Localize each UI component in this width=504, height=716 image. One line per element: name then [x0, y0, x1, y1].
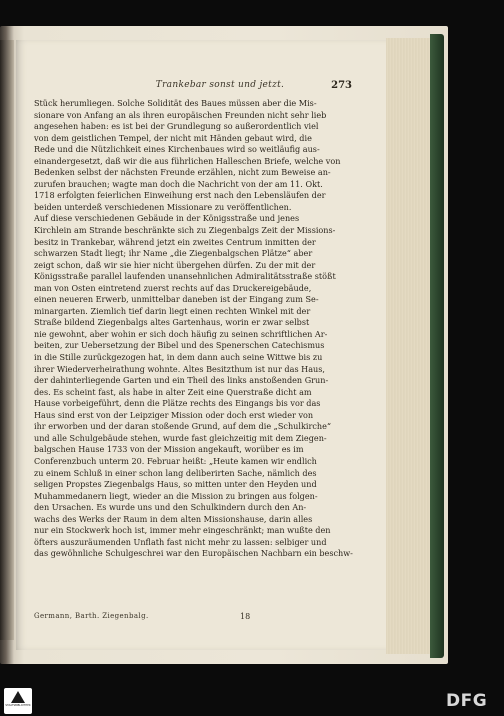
text-line: zu einem Schluß in einer schon lang deliberirten Sache, nämlich des: [34, 467, 317, 478]
text-line: Straße bildend Ziegenbalgs altes Gartenhaus, worin er zwar selbst: [34, 317, 310, 328]
text-line: beiten, zur Uebersetzung der Bibel und des Spenerschen Catechismus: [34, 340, 325, 351]
text-line: öfters auszuräumenden Unflath fast nicht mehr zu lassen: selbiger und: [34, 536, 327, 547]
bottom-bar: [0, 686, 504, 716]
text-line: nie gewohnt, aber wohin er sich doch häufig zu seinen schriftlichen Ar-: [34, 328, 328, 339]
text-line: angesehen haben: es ist bei der Grundlegung so außerordentlich viel: [34, 121, 319, 132]
text-line: von dem geistlichen Tempel, der nicht mit Händen gebaut wird, die: [34, 132, 312, 143]
text-line: seligen Propstes Ziegenbalgs Haus, so mitten unter den Heyden und: [34, 479, 317, 490]
text-line: wachs des Werks der Raum in dem alten Missionshause, darin alles: [34, 513, 313, 524]
text-line: in die Stille zurückgezogen hat, in dem dann auch seine Wittwe bis zu: [34, 352, 323, 363]
library-logo-text: STAATSBIBLIOTHEK: [5, 704, 31, 707]
text-line: sionare von Anfang an als ihren europäischen Freunden nicht sehr lieb: [34, 109, 327, 120]
text-line: zurufen brauchen; wagte man doch die Nachricht von der am 11. Okt.: [34, 178, 323, 189]
text-line: den Ursachen. Es wurde uns und den Schulkindern durch den An-: [34, 502, 307, 513]
text-line: Auf diese verschiedenen Gebäude in der Königsstraße und jenes: [34, 213, 300, 224]
text-line: das gewöhnliche Schulgeschrei war den Europäischen Nachbarn ein beschw-: [34, 548, 353, 559]
library-logo-icon: [11, 691, 25, 703]
library-logo: [4, 688, 32, 714]
text-line: Conferenzbuch unterm 20. Februar heißt: „Heute kamen wir endlich: [34, 455, 317, 466]
text-line: Hause vorbeigeführt, denn die Plätze rechts des Eingangs bis vor das: [34, 398, 321, 409]
text-line: schwarzen Stadt liegt; ihr Name „die Ziegenbalgschen Plätze“ aber: [34, 248, 313, 259]
text-line: balgschen Hause 1733 von der Mission angekauft, worüber es im: [34, 444, 304, 455]
page-number: 273: [331, 80, 352, 91]
text-line: nur ein Stockwerk hoch ist, immer mehr eingeschränkt; man wußte den: [34, 525, 331, 536]
text-line: einen neueren Erwerb, unmittelbar daneben ist der Eingang zum Se-: [34, 294, 319, 305]
text-line: ihr erworben und der daran stoßende Grund, auf dem die „Schulkirche“: [34, 421, 332, 432]
text-line: Haus sind erst von der Leipziger Mission oder doch erst wieder von: [34, 409, 314, 420]
book-cover: [430, 34, 444, 658]
page-stack: [386, 38, 432, 654]
text-line: beiden unterdeß verschiedenen Missionare zu veröffentlichen.: [34, 201, 292, 212]
text-line: Kirchlein am Strande beschränkte sich zu Ziegenbalgs Zeit der Missions-: [34, 225, 336, 236]
dfg-logo: DFG: [446, 691, 488, 711]
text-block: [34, 98, 356, 560]
text-line: einandergesetzt, daß wir die aus führlichen Halleschen Briefe, welche von: [34, 155, 341, 166]
text-line: Stück herumliegen. Solche Solidität des Baues müssen aber die Mis-: [34, 98, 317, 108]
signature-mark: 18: [240, 612, 251, 621]
footer-author: Germann, Barth. Ziegenbalg.: [34, 612, 149, 620]
text-line: Königsstraße parallel laufenden unansehnlichen Admiralitätsstraße stößt: [34, 271, 336, 282]
left-page-edge: [0, 40, 14, 640]
text-line: Bedenken selbst der nächsten Freunde erzählen, nicht zum Beweise an-: [34, 167, 331, 178]
text-line: Muhammedanern liegt, wieder an die Mission zu bringen aus folgen-: [34, 490, 318, 501]
text-line: man von Osten eintretend zuerst rechts auf das Druckereigebäude,: [34, 282, 312, 293]
text-line: und alle Schulgebäude stehen, wurde fast gleichzeitig mit dem Ziegen-: [34, 432, 327, 443]
running-head: Trankebar sonst und jetzt.: [155, 80, 285, 90]
text-line: zeigt schon, daß wir sie hier nicht übergehen dürfen. Zu der mit der: [34, 259, 316, 270]
text-line: besitz in Trankebar, während jetzt ein zweites Centrum inmitten der: [34, 236, 316, 247]
text-line: der dahinterliegende Garten und ein Theil des links anstoßenden Grun-: [34, 375, 329, 386]
text-line: 1718 erfolgten feierlichen Einweihung erst nach den Lebensläufen der: [34, 190, 326, 201]
text-line: minargarten. Ziemlich tief darin liegt einen rechten Winkel mit der: [34, 305, 311, 316]
text-line: Rede und die Nützlichkeit eines Kirchenbaues wird so weitläufig aus-: [34, 144, 320, 155]
text-line: ihrer Wiederverheirathung wohnte. Altes Besitzthum ist nur das Haus,: [34, 363, 325, 374]
text-line: des. Es scheint fast, als habe in alter Zeit eine Querstraße dicht am: [34, 386, 312, 397]
